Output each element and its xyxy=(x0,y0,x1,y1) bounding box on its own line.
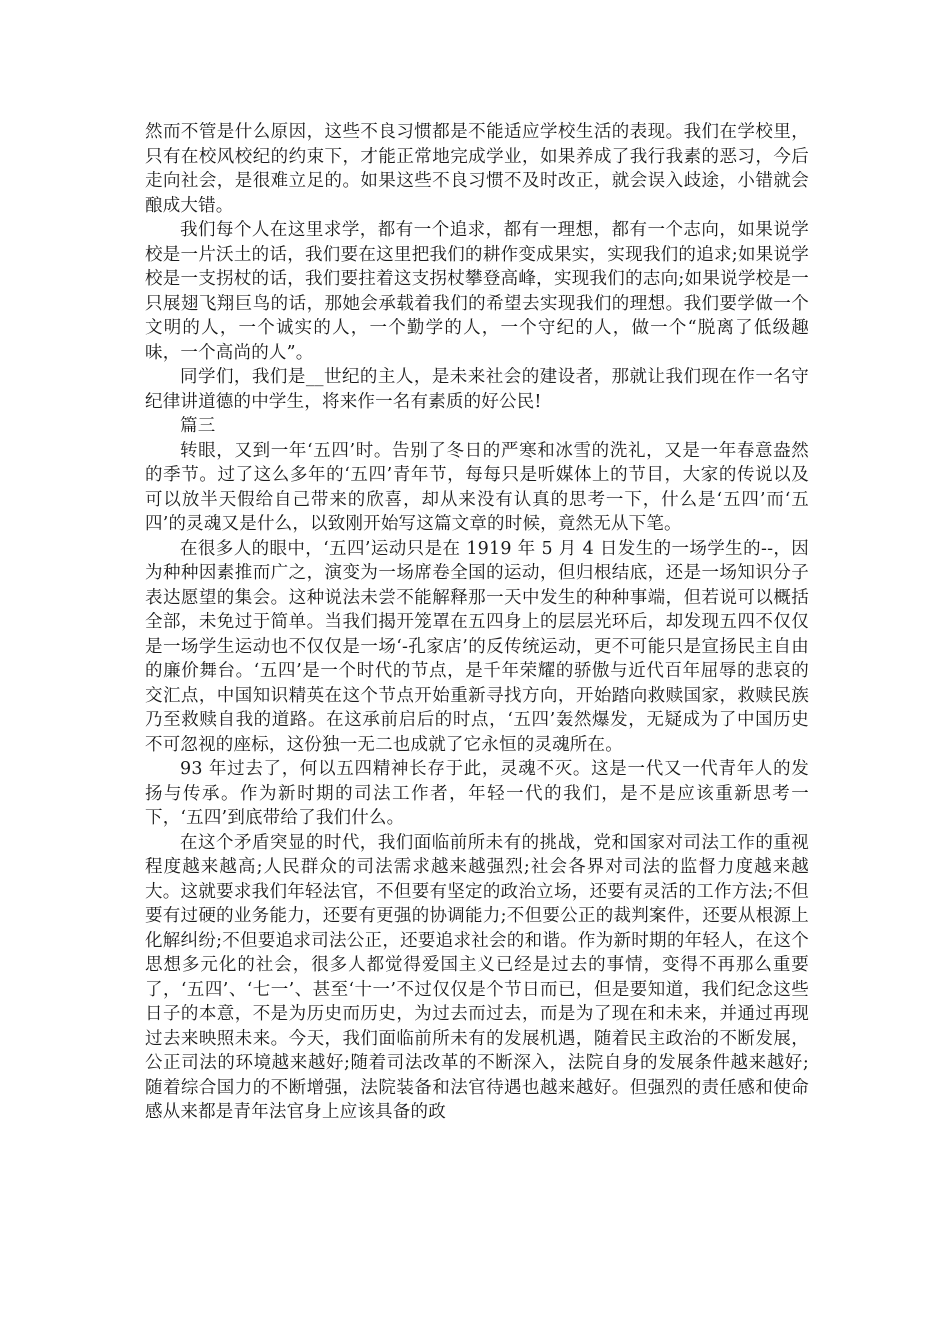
section-heading: 篇三 xyxy=(180,416,216,436)
paragraph: 同学们，我们是__世纪的主人，是未来社会的建设者，那就让我们现在作一名守纪律讲道德的中学生，将来作一名有素质的好公民! xyxy=(145,367,809,412)
paragraph: 然而不管是什么原因，这些不良习惯都是不能适应学校生活的表现。我们在学校里，只有在校风校纪的约束下，才能正常地完成学业，如果养成了我行我素的恶习，今后走向社会，是很难立足的。如果这些不良习惯不及时改正，就会误入歧途，小错就会酿成大错。 xyxy=(145,122,809,216)
paragraph: 93 年过去了，何以五四精神长存于此，灵魂不灭。这是一代又一代青年人的发扬与传承。作为新时期的司法工作者，年轻一代的我们，是不是应该重新思考一下，‘五四’到底带给了我们什么。 xyxy=(145,759,809,828)
paragraph: 在很多人的眼中，‘五四’运动只是在 1919 年 5 月 4 日发生的一场学生的--，因为种种因素推而广之，演变为一场席卷全国的运动，但归根结底，还是一场知识分子表达愿望的集会。这种说法未尝不能解释那一天中发生的种种事端，但若说可以概括全部，未免过于简单。当我们揭开笼罩在五四身上的层层光环后，却发现五四不仅仅是一场学生运动也不仅仅是一场‘-孔家店’的反传统运动，更不可能只是宣扬民主自由的廉价舞台。‘五四’是一个时代的节点，是千年荣耀的骄傲与近代百年屈辱的悲哀的交汇点，中国知识精英在这个节点开始重新寻找方向，开始踏向救赎国家，救赎民族乃至救赎自我的道路。在这承前启后的时点，‘五四’轰然爆发，无疑成为了中国历史不可忽视的座标，这份独一无二也成就了它永恒的灵魂所在。 xyxy=(145,538,809,755)
paragraph: 我们每个人在这里求学，都有一个追求，都有一理想，都有一个志向，如果说学校是一片沃土的话，我们要在这里把我们的耕作变成果实，实现我们的追求;如果说学校是一支拐杖的话，我们要拄着这支拐杖攀登高峰，实现我们的志向;如果说学校是一只展翅飞翔巨鸟的话，那她会承载着我们的希望去实现我们的理想。我们要学做一个文明的人，一个诚实的人，一个勤学的人，一个守纪的人，做一个“脱离了低级趣味，一个高尚的人”。 xyxy=(145,220,809,363)
document-body xyxy=(145,120,809,1125)
paragraph: 转眼，又到一年‘五四’时。告别了冬日的严寒和冰雪的洗礼，又是一年春意盎然的季节。过了这么多年的‘五四’青年节，每每只是听媒体上的节目，大家的传说以及可以放半天假给自己带来的欣喜，却从来没有认真的思考一下，什么是‘五四’而‘五四’的灵魂又是什么，以致刚开始写这篇文章的时候，竟然无从下笔。 xyxy=(145,440,809,534)
paragraph: 在这个矛盾突显的时代，我们面临前所未有的挑战，党和国家对司法工作的重视程度越来越高;人民群众的司法需求越来越强烈;社会各界对司法的监督力度越来越大。这就要求我们年轻法官，不但要有坚定的政治立场，还要有灵活的工作方法;不但要有过硬的业务能力，还要有更强的协调能力;不但要公正的裁判案件，还要从根源上化解纠纷;不但要追求司法公正，还要追求社会的和谐。作为新时期的年轻人，在这个思想多元化的社会，很多人都觉得爱国主义已经是过去的事情，变得不再那么重要了，‘五四’、‘七一’、甚至‘十一’不过仅仅是个节日而已，但是要知道，我们纪念这些日子的本意，不是为历史而历史，为过去而过去，而是为了现在和未来，并通过再现过去来映照未来。今天，我们面临前所未有的发展机遇，随着民主政治的不断发展，公正司法的环境越来越好;随着司法改革的不断深入，法院自身的发展条件越来越好;随着综合国力的不断增强，法院装备和法官待遇也越来越好。但强烈的责任感和使命感从来都是青年法官身上应该具备的政 xyxy=(145,832,809,1122)
